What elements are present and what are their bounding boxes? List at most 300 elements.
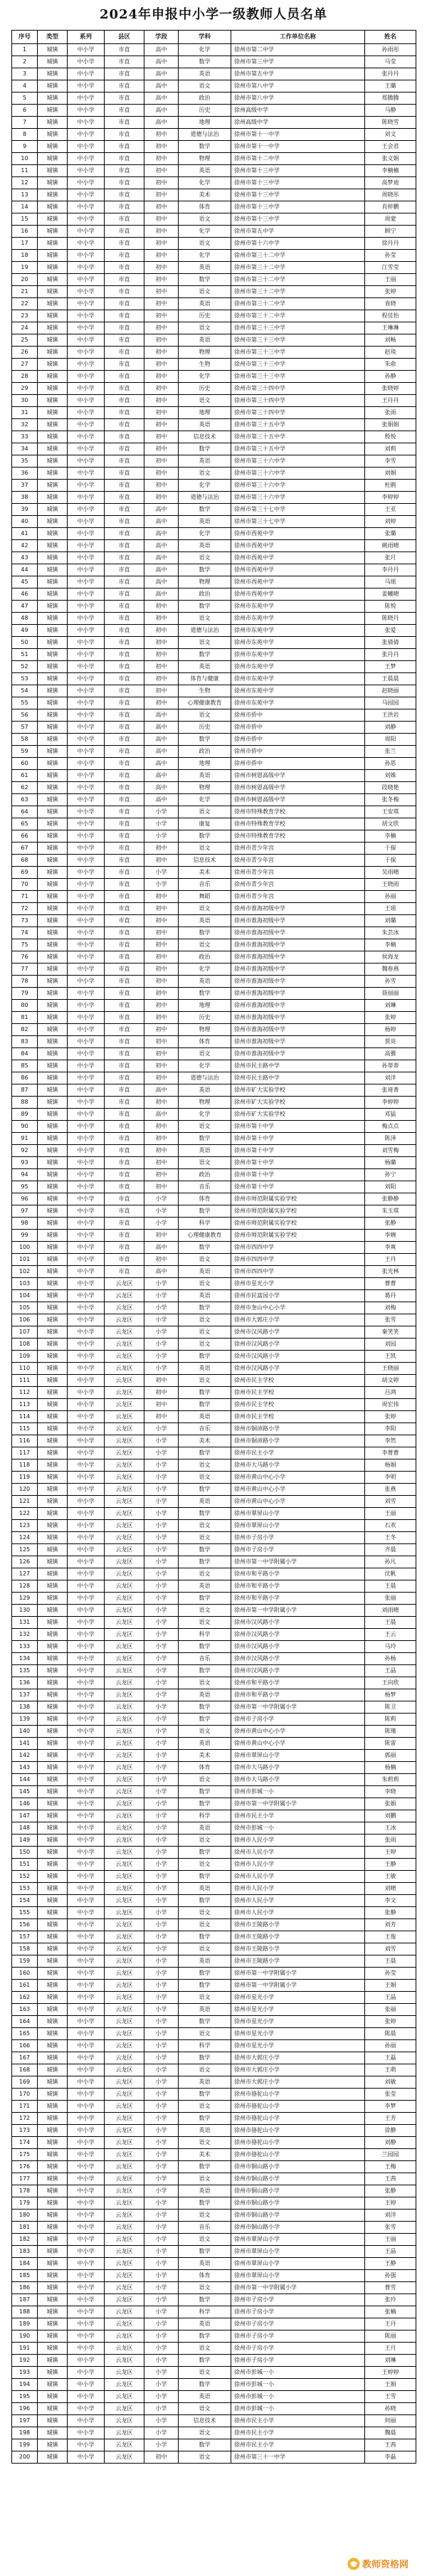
cell-name: 王晨 — [365, 1955, 416, 1968]
cell-stage: 小学 — [144, 1847, 179, 1859]
cell-name: 顾宁 — [365, 226, 416, 238]
cell-type: 城镇 — [38, 927, 68, 939]
table-row — [12, 1835, 416, 1847]
cell-name: 刘静 — [365, 2137, 416, 2149]
cell-index: 121 — [12, 1496, 38, 1508]
cell-stage: 初中 — [144, 189, 179, 201]
cell-stage: 小学 — [144, 806, 179, 818]
cell-series: 中小学 — [68, 1689, 105, 1701]
cell-name: 孙静 — [365, 371, 416, 383]
cell-name: 张晓婷 — [365, 383, 416, 395]
cell-type: 城镇 — [38, 274, 68, 286]
cell-index: 8 — [12, 129, 38, 141]
cell-type: 城镇 — [38, 1387, 68, 1399]
cell-type: 城镇 — [38, 734, 68, 746]
cell-stage: 小学 — [144, 1992, 179, 2004]
cell-type: 城镇 — [38, 1992, 68, 2004]
cell-series: 中小学 — [68, 1762, 105, 1774]
cell-type: 城镇 — [38, 1859, 68, 1871]
cell-type: 城镇 — [38, 2439, 68, 2451]
cell-district: 市直 — [105, 1218, 144, 1230]
cell-name: 张静 — [365, 1907, 416, 1919]
cell-index: 5 — [12, 93, 38, 105]
table-row — [12, 2318, 416, 2330]
cell-district: 云龙区 — [105, 2197, 144, 2210]
table-row — [12, 2064, 416, 2076]
cell-name: 刘畅 — [365, 334, 416, 347]
cell-name: 杨梦 — [365, 1689, 416, 1701]
table-row — [12, 1314, 416, 1326]
cell-work-unit: 徐州市汉风路小学 — [231, 1641, 365, 1653]
cell-series: 中小学 — [68, 1351, 105, 1363]
cell-type: 城镇 — [38, 1218, 68, 1230]
cell-stage: 小学 — [144, 1895, 179, 1907]
cell-name: 郭丽 — [365, 1750, 416, 1762]
table-row — [12, 855, 416, 867]
cell-stage: 初中 — [144, 1000, 179, 1012]
cell-type: 城镇 — [38, 262, 68, 274]
cell-name: 刘雨晴 — [365, 1605, 416, 1617]
cell-index: 15 — [12, 213, 38, 226]
cell-district: 云龙区 — [105, 1423, 144, 1435]
cell-work-unit: 徐州市东苑中学 — [231, 673, 365, 685]
cell-district: 市直 — [105, 770, 144, 782]
cell-series: 中小学 — [68, 2403, 105, 2415]
cell-work-unit: 徐州市黄山中心小学 — [231, 1472, 365, 1484]
cell-stage: 高中 — [144, 709, 179, 722]
cell-index: 19 — [12, 262, 38, 274]
cell-work-unit: 徐州市第三十二中学 — [231, 274, 365, 286]
cell-name: 贾亮 — [365, 1036, 416, 1048]
cell-stage: 初中 — [144, 843, 179, 855]
table-row — [12, 625, 416, 637]
cell-subject: 体育与健康 — [179, 673, 231, 685]
table-row — [12, 2391, 416, 2403]
cell-series: 中小学 — [68, 480, 105, 492]
cell-type: 城镇 — [38, 697, 68, 709]
cell-series: 中小学 — [68, 867, 105, 879]
cell-name: 孙雪 — [365, 976, 416, 988]
cell-subject: 语文 — [179, 1157, 231, 1169]
cell-work-unit: 徐州市西苑中学 — [231, 528, 365, 540]
cell-work-unit: 徐州市彭城一小 — [231, 2391, 365, 2403]
cell-stage: 高中 — [144, 1266, 179, 1278]
table-row — [12, 1024, 416, 1036]
cell-district: 市直 — [105, 213, 144, 226]
table-row — [12, 1326, 416, 1339]
cell-work-unit: 徐州市子房小学 — [231, 2343, 365, 2355]
cell-series: 中小学 — [68, 1992, 105, 2004]
table-row — [12, 1701, 416, 1714]
table-row — [12, 516, 416, 528]
cell-work-unit: 徐州市翠屏山小学 — [231, 1508, 365, 1520]
cell-work-unit: 徐州市第三十二中学 — [231, 262, 365, 274]
cell-work-unit: 徐州市民主小学 — [231, 2415, 365, 2427]
cell-type: 城镇 — [38, 2016, 68, 2028]
table-row — [12, 2222, 416, 2234]
cell-index: 145 — [12, 1786, 38, 1798]
cell-stage: 初中 — [144, 1133, 179, 1145]
cell-type: 城镇 — [38, 2004, 68, 2016]
table-row — [12, 1532, 416, 1544]
cell-work-unit: 徐州高级中学 — [231, 117, 365, 129]
cell-subject: 数学 — [179, 2089, 231, 2101]
table-row — [12, 383, 416, 395]
cell-subject: 康复 — [179, 818, 231, 830]
cell-type: 城镇 — [38, 1012, 68, 1024]
cell-stage: 高中 — [144, 1084, 179, 1097]
cell-type: 城镇 — [38, 746, 68, 758]
cell-type: 城镇 — [38, 407, 68, 419]
cell-type: 城镇 — [38, 1738, 68, 1750]
cell-name: 李磊 — [365, 2451, 416, 2464]
cell-district: 市直 — [105, 1145, 144, 1157]
cell-name: 王瑶 — [365, 903, 416, 915]
cell-series: 中小学 — [68, 2137, 105, 2149]
cell-work-unit: 徐州市第三十五中学 — [231, 443, 365, 455]
cell-subject: 语文 — [179, 1617, 231, 1629]
cell-stage: 小学 — [144, 2222, 179, 2234]
table-row — [12, 1084, 416, 1097]
cell-type: 城镇 — [38, 395, 68, 407]
cell-type: 城镇 — [38, 419, 68, 431]
cell-name: 刘婷 — [365, 516, 416, 528]
table-row — [12, 44, 416, 56]
cell-index: 124 — [12, 1532, 38, 1544]
cell-district: 云龙区 — [105, 1955, 144, 1968]
cell-district: 市直 — [105, 879, 144, 891]
cell-name: 赵晓丽 — [365, 685, 416, 697]
cell-name: 王敏 — [365, 1871, 416, 1883]
cell-subject: 数学 — [179, 1980, 231, 1992]
cell-index: 161 — [12, 1980, 38, 1992]
cell-work-unit: 徐州市翠屏山小学 — [231, 2246, 365, 2258]
cell-type: 城镇 — [38, 153, 68, 165]
cell-name: 杨娟 — [365, 1459, 416, 1472]
cell-district: 市直 — [105, 238, 144, 250]
cell-subject: 语文 — [179, 552, 231, 564]
cell-name: 王晨 — [365, 1617, 416, 1629]
cell-index: 59 — [12, 746, 38, 758]
table-row — [12, 1302, 416, 1314]
cell-series: 中小学 — [68, 2052, 105, 2064]
cell-index: 152 — [12, 1871, 38, 1883]
cell-subject: 数学 — [179, 1786, 231, 1798]
cell-type: 城镇 — [38, 709, 68, 722]
table-row — [12, 226, 416, 238]
cell-stage: 小学 — [144, 2185, 179, 2197]
cell-type: 城镇 — [38, 492, 68, 504]
cell-district: 云龙区 — [105, 2052, 144, 2064]
cell-type: 城镇 — [38, 1072, 68, 1084]
cell-name: 王娟 — [365, 1980, 416, 1992]
table-row — [12, 2270, 416, 2282]
cell-name: 王洪岩 — [365, 709, 416, 722]
cell-work-unit: 徐州市东苑中学 — [231, 613, 365, 625]
cell-index: 172 — [12, 2113, 38, 2125]
cell-district: 市直 — [105, 201, 144, 213]
cell-district: 市直 — [105, 443, 144, 455]
cell-type: 城镇 — [38, 1593, 68, 1605]
cell-name: 刘姝 — [365, 770, 416, 782]
cell-series: 中小学 — [68, 262, 105, 274]
table-row — [12, 2089, 416, 2101]
cell-subject: 语文 — [179, 213, 231, 226]
cell-series: 中小学 — [68, 1738, 105, 1750]
cell-name: 王晶 — [365, 2246, 416, 2258]
cell-stage: 初中 — [144, 286, 179, 298]
cell-stage: 初中 — [144, 274, 179, 286]
cell-index: 122 — [12, 1508, 38, 1520]
cell-subject: 英语 — [179, 1363, 231, 1375]
cell-name: 王云 — [365, 1629, 416, 1641]
cell-series: 中小学 — [68, 722, 105, 734]
table-row — [12, 1145, 416, 1157]
cell-name: 张爱 — [365, 625, 416, 637]
cell-type: 城镇 — [38, 1665, 68, 1677]
cell-subject: 语文 — [179, 1943, 231, 1955]
cell-stage: 小学 — [144, 879, 179, 891]
cell-stage: 初中 — [144, 1036, 179, 1048]
table-row — [12, 1931, 416, 1943]
cell-index: 116 — [12, 1435, 38, 1447]
cell-index: 17 — [12, 238, 38, 250]
cell-series: 中小学 — [68, 1955, 105, 1968]
cell-series: 中小学 — [68, 661, 105, 673]
cell-subject: 美术 — [179, 189, 231, 201]
cell-name: 沈帆 — [365, 1568, 416, 1580]
table-row — [12, 927, 416, 939]
cell-series: 中小学 — [68, 2258, 105, 2270]
cell-series: 中小学 — [68, 734, 105, 746]
cell-subject: 音乐 — [179, 879, 231, 891]
cell-series: 中小学 — [68, 1242, 105, 1254]
cell-name: 王丹丹 — [365, 395, 416, 407]
cell-series: 中小学 — [68, 1786, 105, 1798]
cell-district: 市直 — [105, 830, 144, 843]
cell-district: 市直 — [105, 927, 144, 939]
cell-work-unit: 徐州市骆驼山小学 — [231, 2149, 365, 2161]
table-row — [12, 80, 416, 93]
cell-stage: 初中 — [144, 1012, 179, 1024]
cell-district: 市直 — [105, 1024, 144, 1036]
cell-index: 109 — [12, 1351, 38, 1363]
cell-series: 中小学 — [68, 1810, 105, 1822]
cell-work-unit: 徐州市第三十四中学 — [231, 395, 365, 407]
cell-work-unit: 徐州市大马路小学 — [231, 1762, 365, 1774]
cell-district: 云龙区 — [105, 1472, 144, 1484]
cell-subject: 数学 — [179, 1931, 231, 1943]
cell-work-unit: 徐州市师范附属实验学校 — [231, 1218, 365, 1230]
cell-subject: 数学 — [179, 1205, 231, 1218]
cell-district: 云龙区 — [105, 2089, 144, 2101]
cell-subject: 美术 — [179, 867, 231, 879]
cell-type: 城镇 — [38, 2028, 68, 2040]
table-row — [12, 988, 416, 1000]
cell-index: 14 — [12, 201, 38, 213]
table-row — [12, 419, 416, 431]
cell-type: 城镇 — [38, 2343, 68, 2355]
cell-stage: 小学 — [144, 1496, 179, 1508]
cell-series: 中小学 — [68, 601, 105, 613]
table-row — [12, 238, 416, 250]
cell-index: 190 — [12, 2330, 38, 2343]
cell-index: 153 — [12, 1883, 38, 1895]
cell-subject: 语文 — [179, 1339, 231, 1351]
cell-type: 城镇 — [38, 1314, 68, 1326]
cell-type: 城镇 — [38, 322, 68, 334]
cell-name: 张玲 — [365, 2294, 416, 2306]
cell-district: 云龙区 — [105, 2343, 144, 2355]
cell-index: 34 — [12, 443, 38, 455]
cell-district: 云龙区 — [105, 2270, 144, 2282]
cell-name: 孙雨彤 — [365, 44, 416, 56]
cell-district: 市直 — [105, 298, 144, 310]
cell-series: 中小学 — [68, 1157, 105, 1169]
cell-work-unit: 徐州市第十一中学 — [231, 129, 365, 141]
cell-subject: 信息技术 — [179, 2415, 231, 2427]
cell-name: 梅点点 — [365, 1121, 416, 1133]
cell-district: 云龙区 — [105, 1568, 144, 1580]
cell-district: 云龙区 — [105, 1798, 144, 1810]
cell-name: 赵琰 — [365, 347, 416, 359]
cell-index: 26 — [12, 347, 38, 359]
cell-work-unit: 徐州市汉风路小学 — [231, 1351, 365, 1363]
cell-stage: 小学 — [144, 1568, 179, 1580]
cell-stage: 初中 — [144, 262, 179, 274]
cell-name: 刘文 — [365, 129, 416, 141]
cell-subject: 地理 — [179, 117, 231, 129]
cell-work-unit: 徐州市彭城一小 — [231, 2367, 365, 2379]
cell-series: 中小学 — [68, 1314, 105, 1326]
cell-subject: 地理 — [179, 1000, 231, 1012]
cell-name: 刘璐 — [365, 915, 416, 927]
cell-subject: 英语 — [179, 516, 231, 528]
cell-index: 28 — [12, 371, 38, 383]
cell-name: 李文 — [365, 1895, 416, 1907]
cell-stage: 高中 — [144, 564, 179, 576]
cell-work-unit: 徐州市民主学校 — [231, 1375, 365, 1387]
table-row — [12, 1883, 416, 1895]
cell-work-unit: 徐州市星光小学 — [231, 2004, 365, 2016]
cell-index: 20 — [12, 274, 38, 286]
cell-work-unit: 徐州市民主学校 — [231, 1399, 365, 1411]
cell-district: 市直 — [105, 480, 144, 492]
cell-subject: 化学 — [179, 1060, 231, 1072]
cell-stage: 初中 — [144, 951, 179, 964]
cell-district: 市直 — [105, 504, 144, 516]
cell-series: 中小学 — [68, 274, 105, 286]
cell-type: 城镇 — [38, 2113, 68, 2125]
cell-index: 37 — [12, 480, 38, 492]
cell-series: 中小学 — [68, 2246, 105, 2258]
cell-subject: 数学 — [179, 1544, 231, 1556]
cell-index: 10 — [12, 153, 38, 165]
cell-name: 姜曦晴 — [365, 588, 416, 601]
cell-work-unit: 徐州市民主小学 — [231, 2439, 365, 2451]
cell-stage: 小学 — [144, 1653, 179, 1665]
cell-series: 中小学 — [68, 1326, 105, 1339]
cell-district: 云龙区 — [105, 2185, 144, 2197]
cell-series: 中小学 — [68, 1000, 105, 1012]
cell-work-unit: 徐州市王陵路小学 — [231, 1955, 365, 1968]
cell-series: 中小学 — [68, 1677, 105, 1689]
cell-stage: 小学 — [144, 1677, 179, 1689]
cell-index: 2 — [12, 56, 38, 68]
cell-stage: 小学 — [144, 2149, 179, 2161]
cell-type: 城镇 — [38, 68, 68, 80]
cell-type: 城镇 — [38, 1544, 68, 1556]
cell-stage: 初中 — [144, 1060, 179, 1072]
cell-stage: 初中 — [144, 371, 179, 383]
cell-type: 城镇 — [38, 951, 68, 964]
cell-subject: 语文 — [179, 1605, 231, 1617]
table-row — [12, 1798, 416, 1810]
cell-subject: 语文 — [179, 1326, 231, 1339]
cell-stage: 初中 — [144, 903, 179, 915]
cell-stage: 小学 — [144, 1556, 179, 1568]
cell-subject: 英语 — [179, 1266, 231, 1278]
cell-index: 185 — [12, 2270, 38, 2282]
cell-stage: 小学 — [144, 2173, 179, 2185]
cell-name: 刘鹏 — [365, 1810, 416, 1822]
cell-work-unit: 徐州市星光小学 — [231, 2028, 365, 2040]
cell-type: 城镇 — [38, 1036, 68, 1048]
cell-type: 城镇 — [38, 1169, 68, 1181]
cell-series: 中小学 — [68, 1435, 105, 1447]
cell-name: 刘雪梅 — [365, 1145, 416, 1157]
table-row — [12, 1568, 416, 1580]
cell-subject: 语文 — [179, 1835, 231, 1847]
cell-type: 城镇 — [38, 1810, 68, 1822]
cell-stage: 小学 — [144, 1689, 179, 1701]
cell-series: 中小学 — [68, 2318, 105, 2330]
cell-name: 姚雨晴 — [365, 540, 416, 552]
cell-district: 云龙区 — [105, 1411, 144, 1423]
table-row — [12, 818, 416, 830]
cell-subject: 语文 — [179, 2367, 231, 2379]
cell-subject: 语文 — [179, 1375, 231, 1387]
cell-index: 18 — [12, 250, 38, 262]
cell-name: 李雪 — [365, 455, 416, 468]
cell-subject: 英语 — [179, 915, 231, 927]
cell-stage: 小学 — [144, 1205, 179, 1218]
cell-subject: 语文 — [179, 1992, 231, 2004]
cell-stage: 初中 — [144, 1181, 179, 1193]
cell-work-unit: 徐州市彭城一小 — [231, 1786, 365, 1798]
cell-series: 中小学 — [68, 1109, 105, 1121]
cell-district: 云龙区 — [105, 2125, 144, 2137]
cell-stage: 初中 — [144, 347, 179, 359]
cell-work-unit: 徐州市师范附属实验学校 — [231, 1193, 365, 1205]
cell-index: 167 — [12, 2052, 38, 2064]
cell-index: 99 — [12, 1230, 38, 1242]
cell-work-unit: 徐州市淮海初级中学 — [231, 915, 365, 927]
cell-index: 82 — [12, 1024, 38, 1036]
cell-series: 中小学 — [68, 455, 105, 468]
cell-series: 中小学 — [68, 1121, 105, 1133]
cell-name: 王俊 — [365, 1931, 416, 1943]
cell-work-unit: 徐州市大郭庄小学 — [231, 2076, 365, 2089]
cell-series: 中小学 — [68, 2161, 105, 2173]
cell-series: 中小学 — [68, 2343, 105, 2355]
cell-series: 中小学 — [68, 1060, 105, 1072]
table-row — [12, 141, 416, 153]
cell-name: 张兰 — [365, 746, 416, 758]
cell-index: 170 — [12, 2089, 38, 2101]
cell-stage: 初中 — [144, 226, 179, 238]
cell-district: 市直 — [105, 395, 144, 407]
